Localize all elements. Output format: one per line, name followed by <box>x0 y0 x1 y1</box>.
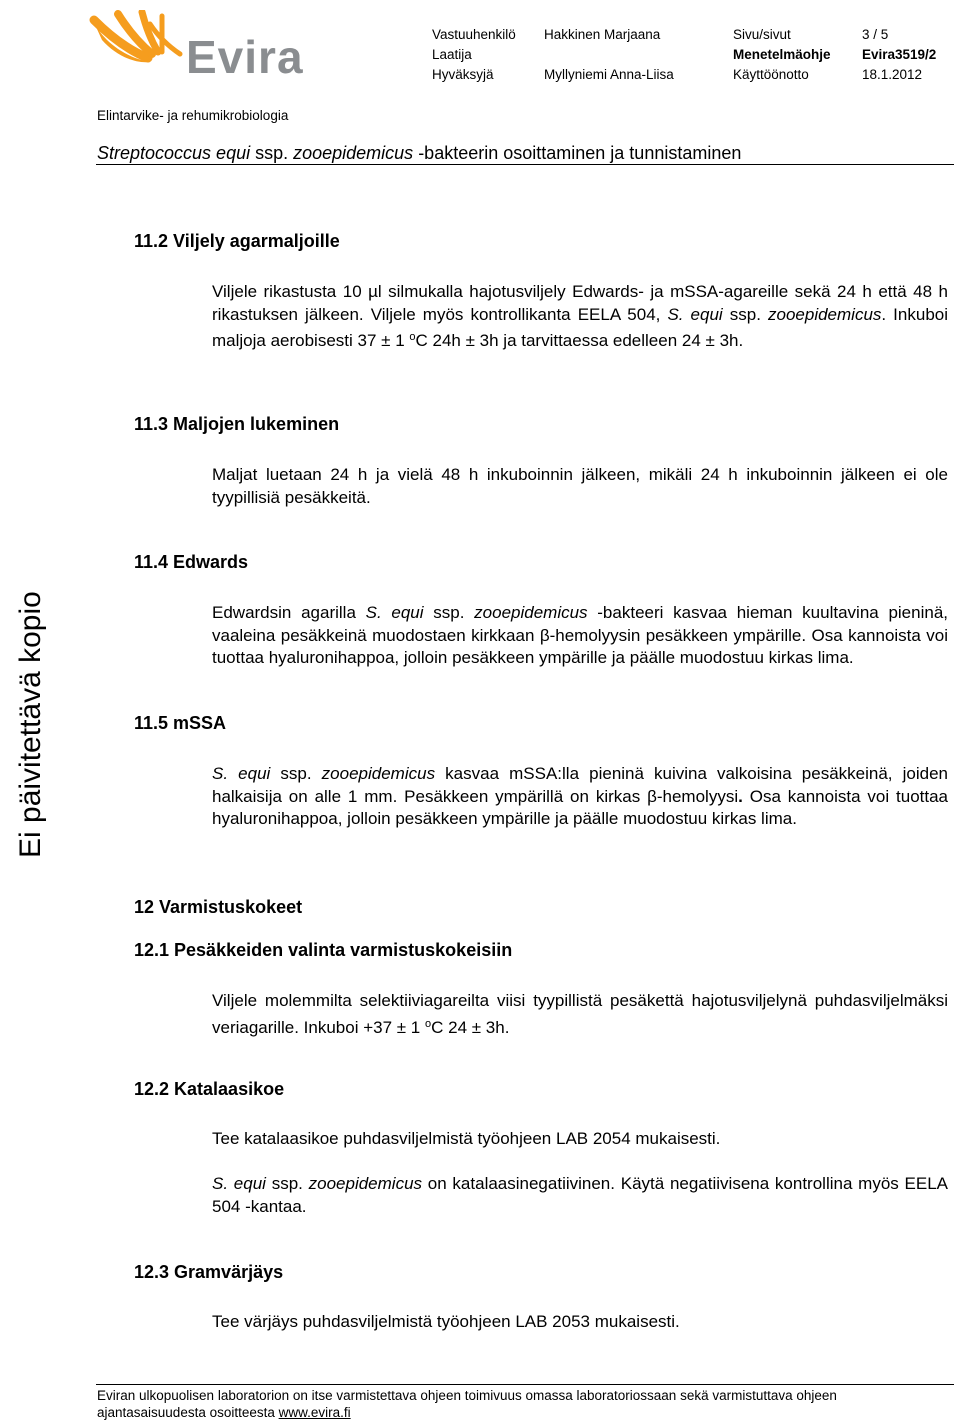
evira-wordmark: Evira <box>186 31 304 83</box>
p-11-2-species: S. equi <box>667 304 723 324</box>
title-subspecies: zooepidemicus <box>293 143 414 163</box>
header-pages-value: 3 / 5 <box>862 27 889 42</box>
paragraph-12-3: Tee värjäys puhdasviljelmistä työohjeen LAB 2053 mukaisesti. <box>212 1312 680 1331</box>
p-11-2-degree: o <box>409 331 416 343</box>
p-12-1-text-b: C 24 ± 3h. <box>431 1017 510 1037</box>
p-12-1-text-a: Viljele molemmilta selektiiviagareilta viisi tyypillistä pesäkettä hajotusviljelynä puhdasviljelmäksi veriagarille. Inkuboi +37 ± 1 <box>212 991 948 1037</box>
p-11-5-subspecies: zooepidemicus <box>321 764 436 783</box>
footer-divider <box>96 1384 954 1385</box>
paragraph-11-4 <box>212 602 948 670</box>
watermark: Ei päivitettävä kopio <box>14 591 47 858</box>
header-pages-label: Sivu/sivut <box>733 27 791 42</box>
p-11-4-subspecies: zooepidemicus <box>474 603 588 622</box>
p-11-2-text-d: C 24h ± 3h ja tarvittaessa edelleen 24 ± 3h. <box>415 331 744 350</box>
p-11-4-text-c: -bakteeri kasvaa hieman kuultavina pieninä, vaaleina pesäkkeinä muodostaen kirkkaan β-hemolyysin pesäkkeen ympärille. Osa kannoista voi tuottaa hyaluronihappoa, jolloin pesäkkeen ympärille ja päälle muodostuu kirkas lima. <box>212 603 948 667</box>
title-species: Streptococcus equi <box>97 143 251 163</box>
p-11-2-subspecies: zooepidemicus <box>768 304 882 324</box>
p-12-2-text-c: on katalaasinegatiivinen. Käytä negatiivisena kontrollina myös EELA 504 -kantaa. <box>212 1174 948 1216</box>
heading-11-5: 11.5 mSSA <box>134 713 227 733</box>
p-11-2-text-a: Viljele rikastusta 10 µl silmukalla hajotusviljely Edwards- ja mSSA-agareille sekä 24 h että 48 h rikastuksen jälkeen. Viljele myös kontrollikanta EELA 504, <box>212 282 948 324</box>
heading-11-4: 11.4 Edwards <box>134 552 249 572</box>
paragraph-11-5 <box>212 763 948 831</box>
department: Elintarvike- ja rehumikrobiologia <box>97 108 289 123</box>
paragraph-11-3: Maljat luetaan 24 h ja vielä 48 h inkuboinnin jälkeen, mikäli 24 h inkuboinnin jälkeen ei ole tyypillisiä pesäkkeitä. <box>212 465 948 507</box>
title-rest: -bakteerin osoittaminen ja tunnistaminen <box>413 143 742 163</box>
p-11-5-species: S. equi <box>212 764 271 783</box>
document-title <box>97 143 741 164</box>
heading-12-2: 12.2 Katalaasikoe <box>134 1079 285 1099</box>
p-11-4-species: S. equi <box>365 603 424 622</box>
header-approver-value: Myllyniemi Anna-Liisa <box>544 67 674 82</box>
p-11-2-text-c: . Inkuboi maljoja aerobisesti 37 ± 1 <box>212 304 949 350</box>
heading-11-2: 11.2 Viljely agarmaljoille <box>134 231 340 251</box>
heading-12-3: 12.3 Gramvärjäys <box>134 1262 284 1282</box>
header-author-label: Laatija <box>432 47 472 62</box>
heading-12: 12 Varmistuskokeet <box>134 897 303 917</box>
p-12-2-subspecies: zooepidemicus <box>308 1174 423 1193</box>
title-ssp: ssp. <box>250 143 294 163</box>
header-divider <box>96 164 954 165</box>
footer-line-1: Eviran ulkopuolisen laboratorion on itse varmistettava ohjeen toimivuus omassa laboratoriossaan sekä varmistuttava ohjeen <box>97 1388 837 1403</box>
footer-line-2-text: ajantasaisuudesta osoitteesta <box>97 1405 279 1420</box>
p-11-4-text-a: Edwardsin agarilla <box>212 603 366 622</box>
footer-line-2 <box>97 1406 351 1420</box>
p-11-5-text-c: kasvaa mSSA:lla pieninä kuivina valkoisina pesäkkeinä, joiden halkaisija on alle 1 mm. Pesäkkeen ympärillä on kirkas β-hemolyysi <box>212 764 948 806</box>
paragraph-12-2a: Tee katalaasikoe puhdasviljelmistä työohjeen LAB 2054 mukaisesti. <box>212 1129 721 1148</box>
header-approver-label: Hyväksyjä <box>432 67 494 82</box>
p-11-5-dot: . <box>738 786 743 806</box>
footer-link[interactable]: www.evira.fi <box>278 1405 351 1420</box>
p-11-2-ssp: ssp. <box>722 304 768 324</box>
p-11-4-ssp: ssp. <box>423 603 475 622</box>
heading-12-1: 12.1 Pesäkkeiden valinta varmistuskokeisiin <box>134 940 513 960</box>
header-contact-value: Hakkinen Marjaana <box>544 27 661 42</box>
p-11-5-text-d: Osa kannoista voi tuottaa hyaluronihappoa, jolloin pesäkkeen ympärille ja päälle muodostuu kirkas lima. <box>212 786 949 828</box>
paragraph-12-2b <box>212 1173 948 1218</box>
header-contact-label: Vastuuhenkilö <box>432 27 516 42</box>
evira-logo <box>88 10 320 82</box>
header-doc-id: Evira3519/2 <box>862 47 937 62</box>
p-12-2-ssp: ssp. <box>265 1174 309 1193</box>
header-doctype: Menetelmäohje <box>733 47 831 62</box>
paragraph-12-1 <box>212 990 948 1039</box>
p-11-5-ssp: ssp. <box>270 764 322 783</box>
paragraph-11-2 <box>212 281 948 353</box>
header-intro-date: 18.1.2012 <box>862 67 923 82</box>
header-intro-label: Käyttöönotto <box>733 67 809 82</box>
p-12-2-species: S. equi <box>212 1174 266 1193</box>
heading-11-3: 11.3 Maljojen lukeminen <box>134 414 340 434</box>
p-12-1-degree: o <box>424 1017 432 1030</box>
